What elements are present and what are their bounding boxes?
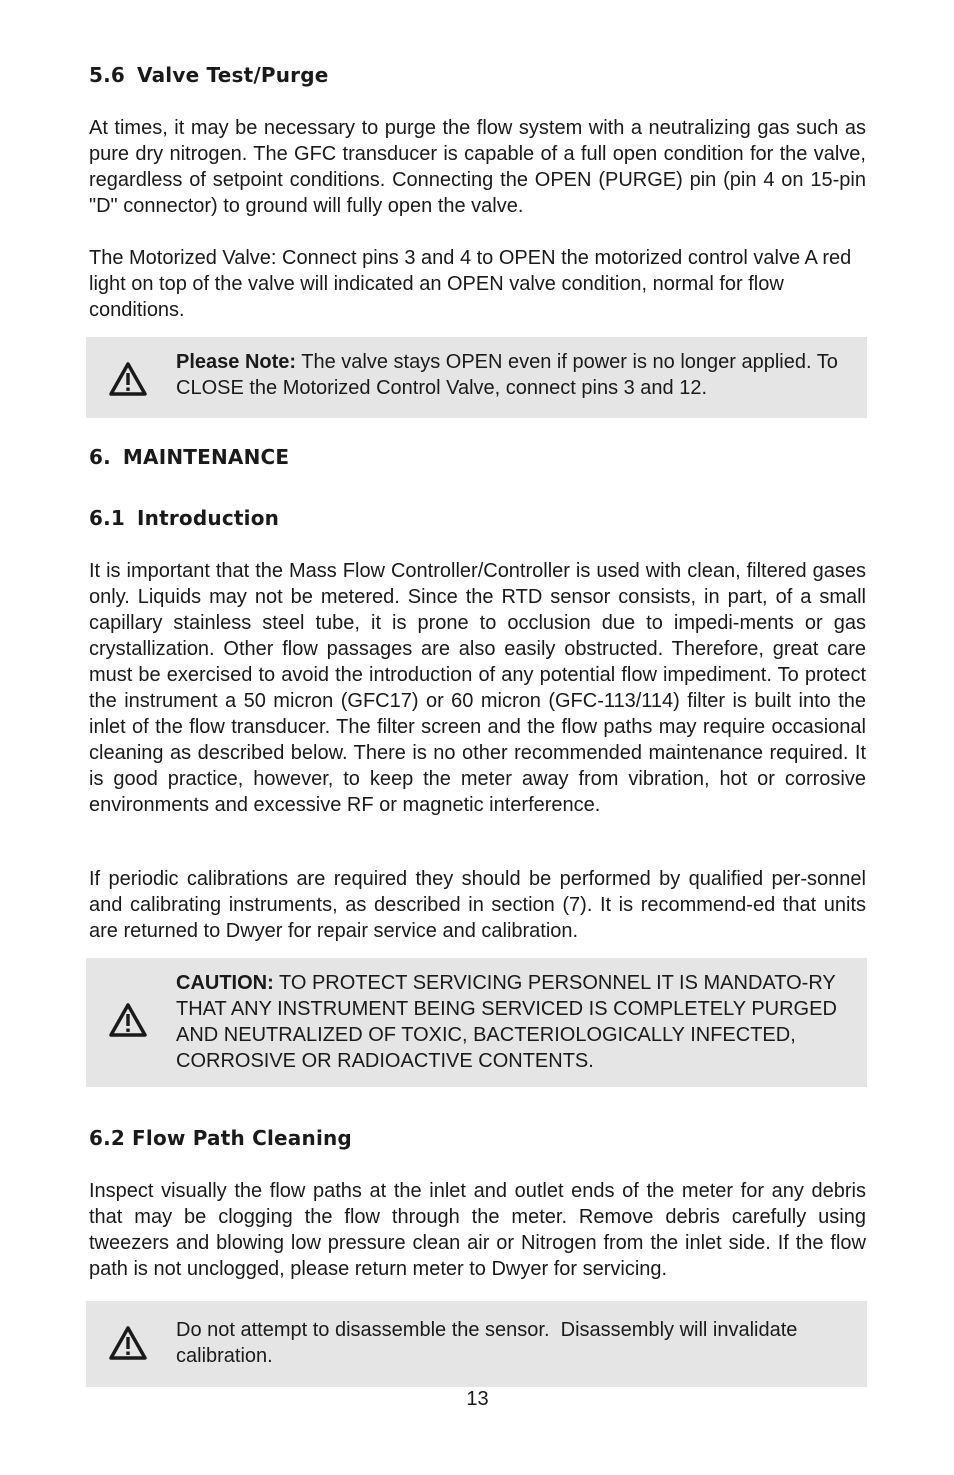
section-title: Introduction <box>137 506 280 530</box>
paragraph-purge-intro: At times, it may be necessary to purge the flow system with a neutralizing gas such as pure dry nitrogen. The GFC transducer is capable of a full open condition for the valve, regardless of setpoint conditions. Connecting the OPEN (PURGE) pin (pin 4 on 15-pin "D" connector) to ground will fully open the valve. <box>89 117 866 217</box>
caution-label: CAUTION: <box>176 972 274 994</box>
caution-text <box>176 970 866 1074</box>
please-note-box <box>86 337 867 418</box>
caution-body: TO PROTECT SERVICING PERSONNEL IT IS MANDATO-RY THAT ANY INSTRUMENT BEING SERVICED IS COMPLETELY PURGED AND NEUTRALIZED OF TOXIC, BACTERIOLOGICALLY INFECTED, CORROSIVE OR RADIOACTIVE CONTENTS. <box>176 972 837 1072</box>
please-note-text <box>176 349 866 401</box>
note-label: Please Note: <box>176 351 297 373</box>
section-number: 5.6 <box>89 63 126 87</box>
section-title: MAINTENANCE <box>122 445 290 469</box>
section-title: Valve Test/Purge <box>137 63 329 87</box>
section-number: 6.1 <box>89 506 126 530</box>
page-number: 13 <box>466 1388 489 1410</box>
section-heading-6-2 <box>89 1125 352 1151</box>
caution-box <box>86 958 867 1087</box>
section-title: Flow Path Cleaning <box>132 1126 352 1150</box>
disassembly-warning-text: Do not attempt to disassemble the sensor. Disassembly will invalidate calibration. <box>176 1319 803 1367</box>
section-heading-6-1 <box>89 505 279 531</box>
warning-triangle-icon <box>108 361 148 397</box>
warning-triangle-icon <box>108 1325 148 1361</box>
disassembly-warning-box <box>86 1301 867 1387</box>
section-heading-6 <box>89 444 289 470</box>
paragraph-calibration: If periodic calibrations are required they should be performed by qualified per-sonnel and calibrating instruments, as described in section (7). It is recommend-ed that units are returned to Dwyer for repair service and calibration. <box>89 868 866 942</box>
section-number: 6. <box>89 445 111 469</box>
note-body: The valve stays OPEN even if power is no longer applied. To CLOSE the Motorized Control Valve, connect pins 3 and 12. <box>176 351 838 399</box>
section-heading-5-6 <box>89 62 329 88</box>
paragraph-motorized-valve: The Motorized Valve: Connect pins 3 and 4 to OPEN the motorized control valve A red light on top of the valve will indicated an OPEN valve condition, normal for flow conditions. <box>89 247 852 321</box>
paragraph-introduction: It is important that the Mass Flow Controller/Controller is used with clean, filtered gases only. Liquids may not be metered. Since the RTD sensor consists, in part, of a small capillary stainless steel tube, it is prone to occlusion due to impedi-ments or gas crystallization. Other flow passages are also easily obstructed. Therefore, great care must be exercised to avoid the introduction of any potential flow impediment. To protect the instrument a 50 micron (GFC17) or 60 micron (GFC-113/114) filter is built into the inlet of the flow transducer. The filter screen and the flow paths may require occasional cleaning as described below. There is no other recommended maintenance required. It is good practice, however, to keep the meter away from vibration, hot or corrosive environments and excessive RF or magnetic interference. <box>89 560 866 816</box>
warning-triangle-icon <box>108 1002 148 1038</box>
paragraph-flow-path-cleaning: Inspect visually the flow paths at the inlet and outlet ends of the meter for any debris that may be clogging the flow through the meter. Remove debris carefully using tweezers and blowing low pressure clean air or Nitrogen from the inlet side. If the flow path is not unclogged, please return meter to Dwyer for servicing. <box>89 1180 866 1280</box>
section-number: 6.2 <box>89 1126 126 1150</box>
